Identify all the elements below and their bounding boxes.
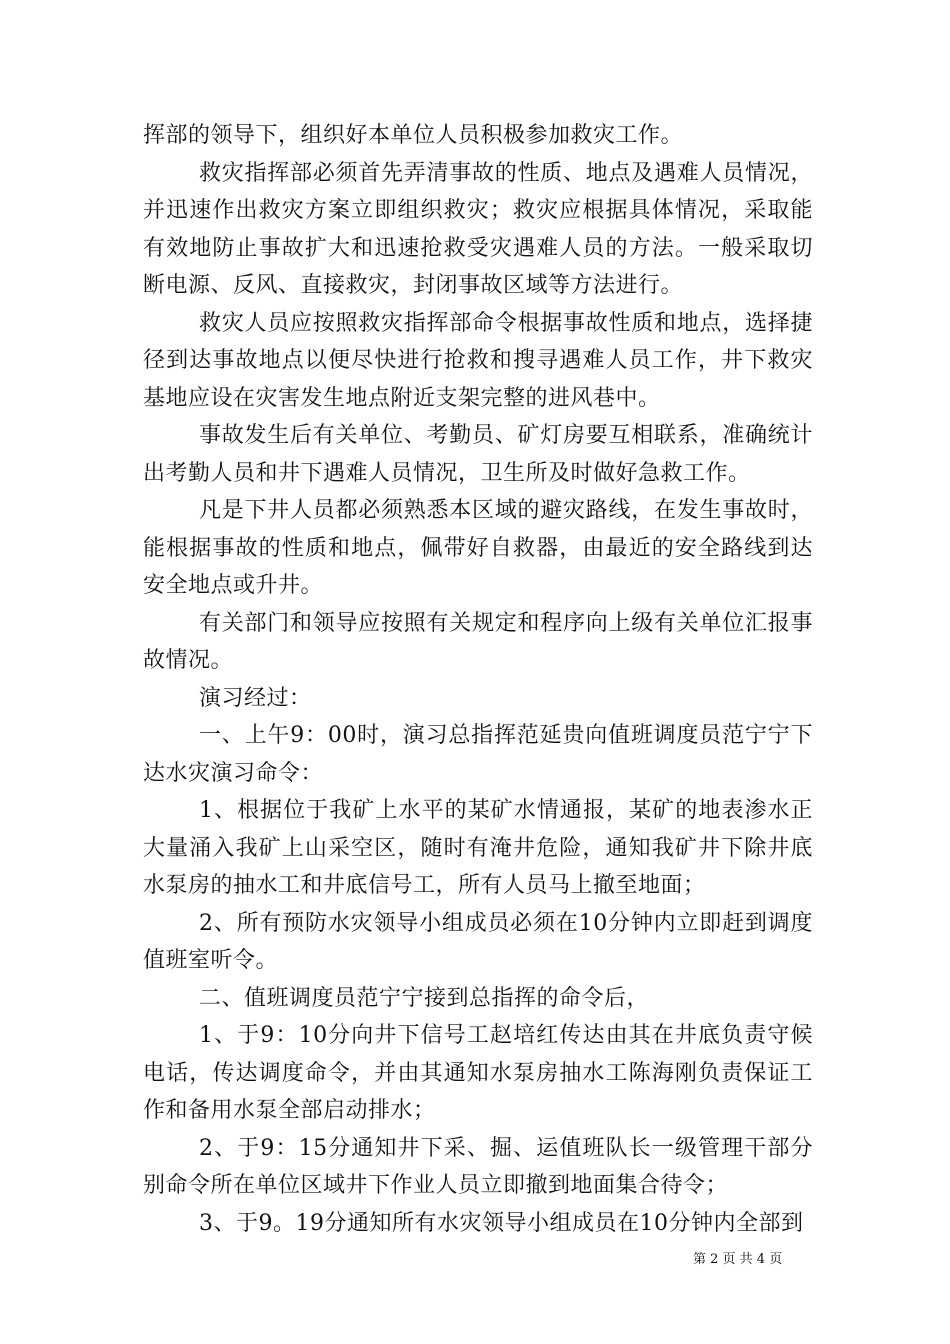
paragraph-3: 救灾人员应按照救灾指挥部命令根据事故性质和地点，选择捷径到达事故地点以便尽快进行抢救和搜寻遇难人员工作，井下救灾基地应设在灾害发生地点附近支架完整的进风巷中。	[143, 310, 813, 411]
paragraph-4: 事故发生后有关单位、考勤员、矿灯房要互相联系，准确统计出考勤人员和井下遇难人员情况，卫生所及时做好急救工作。	[143, 423, 813, 486]
paragraph-9: 1、根据位于我矿上水平的某矿水情通报，某矿的地表渗水正大量涌入我矿上山采空区，随时有淹井危险，通知我矿井下除井底水泵房的抽水工和井底信号工，所有人员马上撤至地面；	[143, 798, 813, 898]
paragraph-13: 2、于9：15分通知井下采、掘、运值班队长一级管理干部分别命令所在单位区域井下作业人员立即撤到地面集合待令；	[143, 1135, 813, 1198]
paragraph-2: 救灾指挥部必须首先弄清事故的性质、地点及遇难人员情况，并迅速作出救灾方案立即组织救灾；救灾应根据具体情况，采取能有效地防止事故扩大和迅速抢救受灾遇难人员的方法。一般采取切断电源、反风、直接救灾，封闭事故区域等方法进行。	[143, 160, 813, 298]
paragraph-14: 3、于9。19分通知所有水灾领导小组成员在10分钟内全部到	[199, 1210, 804, 1236]
paragraph-11: 二、值班调度员范宁宁接到总指挥的命令后，	[199, 985, 650, 1011]
document-body	[143, 117, 813, 1242]
paragraph-8: 一、上午9：00时，演习总指挥范延贵向值班调度员范宁宁下达水灾演习命令：	[143, 723, 813, 786]
paragraph-10: 2、所有预防水灾领导小组成员必须在10分钟内立即赶到调度值班室听令。	[143, 910, 813, 973]
paragraph-7: 演习经过：	[199, 685, 312, 711]
paragraph-1: 挥部的领导下，组织好本单位人员积极参加救灾工作。	[143, 123, 684, 148]
paragraph-12: 1、于9：10分向井下信号工赵培红传达由其在井底负责守候电话，传达调度命令，并由其通知水泵房抽水工陈海刚负责保证工作和备用水泵全部启动排水；	[143, 1023, 813, 1123]
page-number-footer: 第 2 页 共 4 页	[693, 1252, 783, 1267]
paragraph-6: 有关部门和领导应按照有关规定和程序向上级有关单位汇报事故情况。	[143, 610, 813, 673]
paragraph-5: 凡是下井人员都必须熟悉本区域的避灾路线，在发生事故时，能根据事故的性质和地点，佩带好自救器，由最近的安全路线到达安全地点或升井。	[143, 498, 813, 598]
